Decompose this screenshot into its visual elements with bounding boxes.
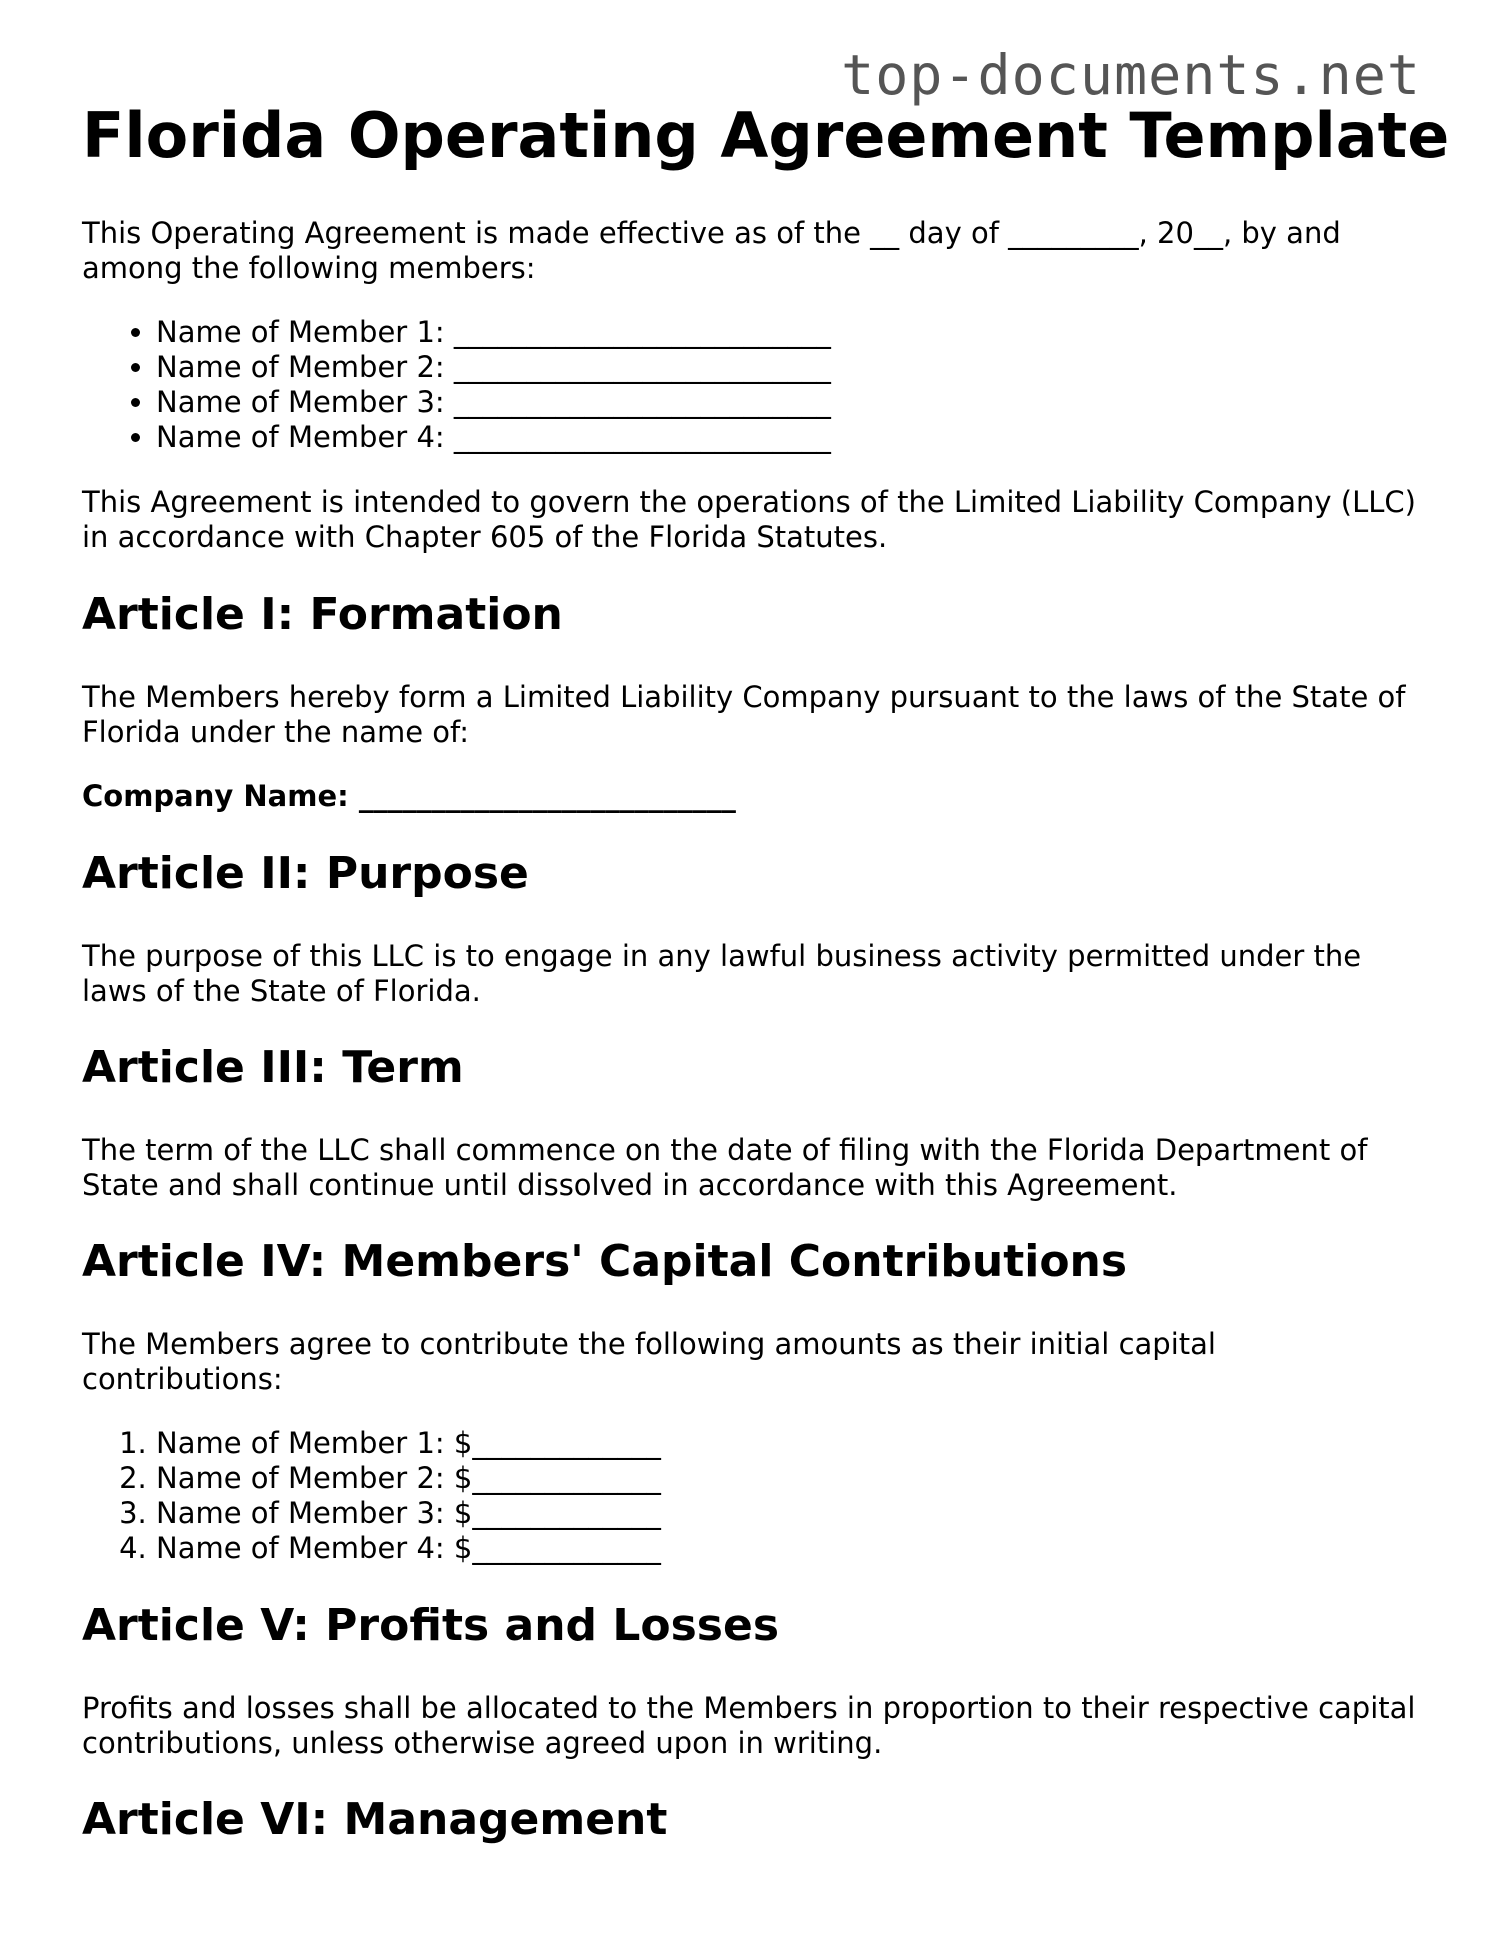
contribution-list [82,1426,661,1566]
article-6-heading: Article VI: Management [82,1794,668,1845]
article-3-heading: Article III: Term [82,1042,464,1093]
watermark: top-documents.net [841,43,1421,107]
article-5-text: Profits and losses shall be allocated to the Members in proportion to their respective capital contributions, unless otherwise agreed upon in writing. [82,1691,1416,1760]
document-title: Florida Operating Agreement Template [82,99,1450,172]
member-item: • Name of Member 1: __________________________ [156,315,831,350]
article-5-heading: Article V: Profits and Losses [82,1600,780,1651]
article-1-text: The Members hereby form a Limited Liability Company pursuant to the laws of the State of Florida under the name of: [82,680,1406,749]
article-3-text: The term of the LLC shall commence on the date of filing with the Florida Department of State and shall continue until dissolved in accordance with this Agreement. [82,1133,1368,1202]
member-item: • Name of Member 3: __________________________ [156,385,831,420]
article-1-heading: Article I: Formation [82,589,563,640]
company-name-field: Company Name: __________________________ [82,779,736,813]
member-item: • Name of Member 4: __________________________ [156,420,831,455]
article-4-heading: Article IV: Members' Capital Contributions [82,1236,1128,1287]
member-item: • Name of Member 2: __________________________ [156,350,831,385]
intro-paragraph: This Operating Agreement is made effective as of the __ day of _________, 20__, by and among the following members: [82,216,1341,285]
contribution-item: 4. Name of Member 4: $_____________ [156,1531,661,1566]
member-list [82,315,831,455]
contribution-item: 3. Name of Member 3: $_____________ [156,1496,661,1531]
article-4-text: The Members agree to contribute the following amounts as their initial capital contributions: [82,1327,1216,1396]
governance-paragraph: This Agreement is intended to govern the operations of the Limited Liability Company (LLC) in accordance with Chapter 605 of the Florida Statutes. [82,485,1416,554]
article-2-text: The purpose of this LLC is to engage in any lawful business activity permitted under the laws of the State of Florida. [82,939,1362,1008]
article-2-heading: Article II: Purpose [82,848,529,899]
contribution-item: 2. Name of Member 2: $_____________ [156,1461,661,1496]
contribution-item: 1. Name of Member 1: $_____________ [156,1426,661,1461]
